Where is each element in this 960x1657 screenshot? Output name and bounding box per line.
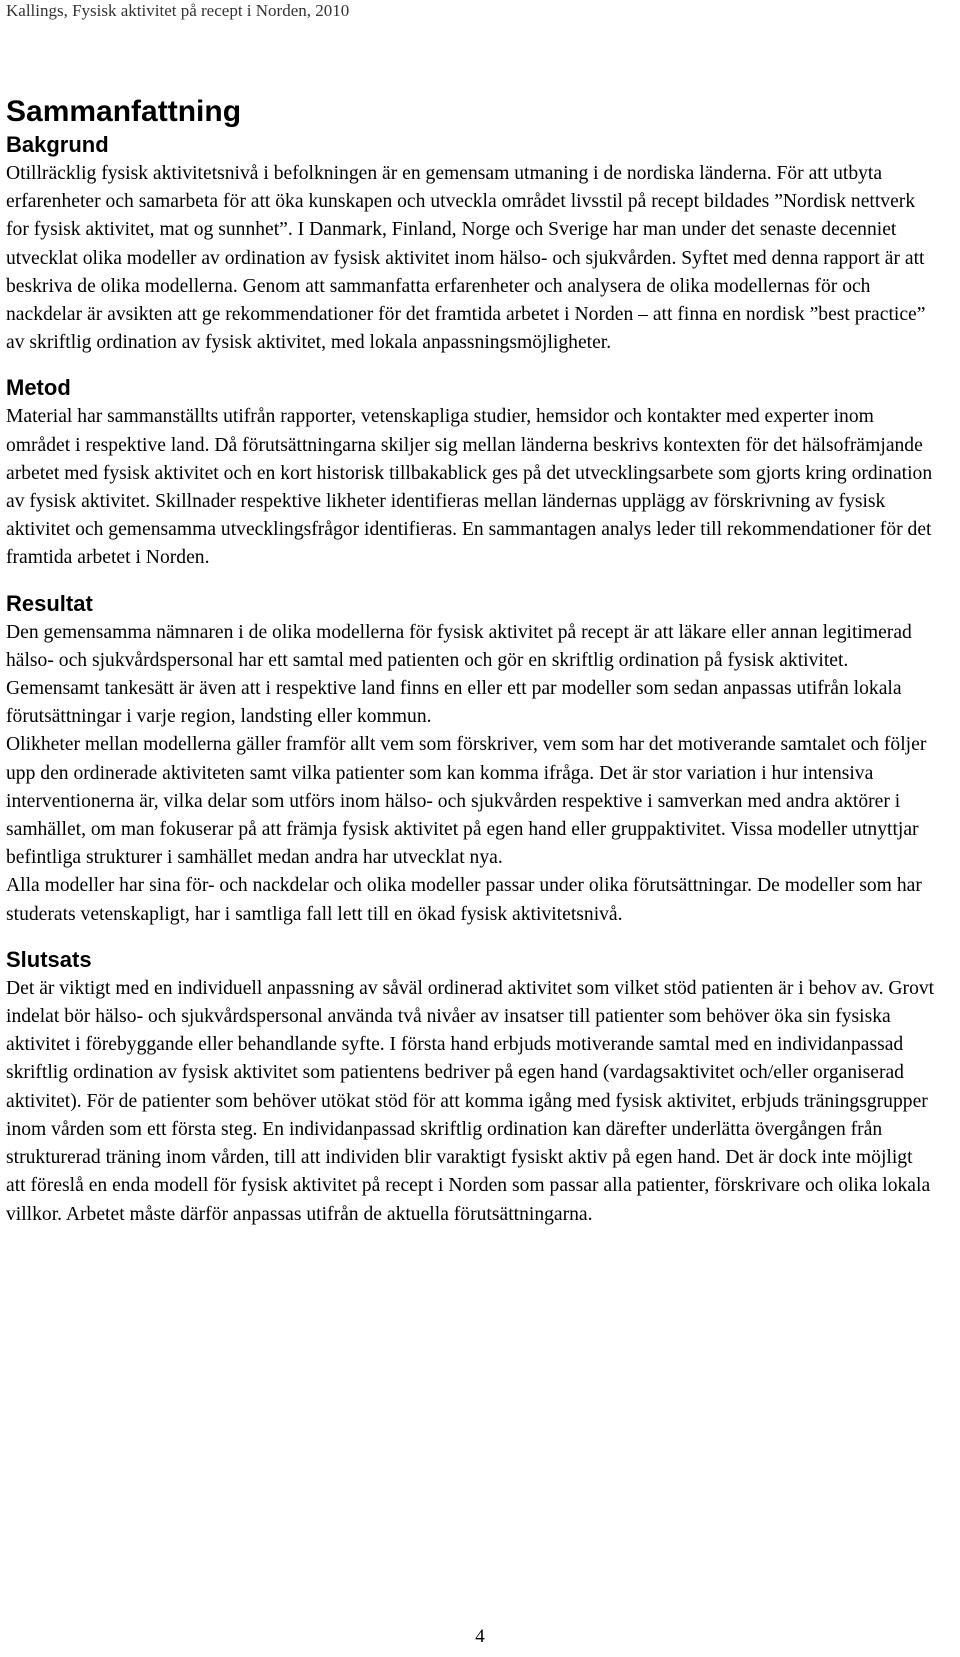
section-heading-bakgrund: Bakgrund [6, 132, 109, 157]
paragraph-slutsats-1: Det är viktigt med en individuell anpassning av såväl ordinerad aktivitet som vilket stöd patienten är i behov av. Grovt indelat bör hälso- och sjukvårdspersonal använda två nivåer av insatser till patienter som behöver öka sin fysiska aktivitet i förebyggande eller behandlande syfte. I första hand erbjuds motiverande samtal med en individanpassad skriftlig ordination av fysisk aktivitet som patientens bedriver på egen hand (vardagsaktivitet och/eller organiserad aktivitet). För de patienter som behöver utökat stöd för att komma igång med fysisk aktivitet, erbjuds träningsgrupper inom vården som ett första steg. En individanpassad skriftlig ordination kan därefter underlätta övergången från strukturerad träning inom vården, till att individen blir varaktigt fysiskt aktiv på egen hand. Det är dock inte möjligt att föreslå en enda modell för fysisk aktivitet på recept i Norden som passar alla patienter, förskrivare och olika lokala villkor. Arbetet måste därför anpassas utifrån de aktuella förutsättningarna. [6, 977, 935, 1225]
section-heading-metod: Metod [6, 375, 71, 401]
running-header: Kallings, Fysisk aktivitet på recept i Norden, 2010 [6, 1, 350, 20]
paragraph-resultat-3: Alla modeller har sina för- och nackdelar och olika modeller passar under olika förutsättningar. De modeller som har studerats vetenskapligt, har i samtliga fall lett till en ökad fysisk aktivitetsnivå. [6, 875, 922, 925]
section-metod [6, 373, 936, 572]
document-title: Sammanfattning [6, 95, 242, 128]
section-slutsats [6, 945, 936, 1229]
section-heading-slutsats: Slutsats [6, 946, 92, 972]
paragraph-metod-1: Material har sammanställts utifrån rapporter, vetenskapliga studier, hemsidor och kontakter med experter inom området i respektive land. Då förutsättningarna skiljer sig mellan länderna beskrivs kontexten för det hälsofrämjande arbetet med fysisk aktivitet och en kort historisk tillbakablick ges på det utvecklingsarbete som gjorts kring ordination av fysisk aktivitet. Skillnader respektive likheter identifieras mellan ländernas upplägg av förskrivning av fysisk aktivitet och gemensamma utvecklingsfrågor identifieras. En sammantagen analys leder till rekommendationer för det framtida arbetet i Norden. [6, 406, 933, 569]
document-body [6, 94, 936, 1229]
paragraph-resultat-2: Olikheter mellan modellerna gäller framför allt vem som förskriver, vem som har det motiverande samtalet och följer upp den ordinerade aktiviteten samt vilka patienter som kan komma ifråga. Det är stor variation i hur intensiva interventionerna är, vilka delar som utförs inom hälso- och sjukvården respektive i samverkan med andra aktörer i samhället, om man fokuserar på att främja fysisk aktivitet på egen hand eller gruppaktivitet. Vissa modeller utnyttjar befintliga strukturer i samhället medan andra har utvecklat nya. [6, 734, 927, 869]
paragraph-bakgrund-1: Otillräcklig fysisk aktivitetsnivå i befolkningen är en gemensam utmaning i de nordiska länderna. För att utbyta erfarenheter och samarbeta för att öka kunskapen och utveckla området livsstil på recept bildades ”Nordisk nettverk for fysisk aktivitet, mat og sunnhet”. I Danmark, Finland, Norge och Sverige har man under det senaste decenniet utvecklat olika modeller av ordination av fysisk aktivitet inom hälso- och sjukvården. Syftet med denna rapport är att beskriva de olika modellerna. Genom att sammanfatta erfarenheter och analysera de olika modellernas för och nackdelar är avsikten att ge rekommendationer för det framtida arbetet i Norden – att finna en nordisk ”best practice” av skriftlig ordination av fysisk aktivitet, med lokala anpassningsmöjligheter. [6, 163, 926, 354]
section-heading-resultat: Resultat [6, 590, 93, 616]
section-bakgrund [6, 130, 936, 357]
section-resultat [6, 589, 936, 929]
paragraph-resultat-1: Den gemensamma nämnaren i de olika modellerna för fysisk aktivitet på recept är att läkare eller annan legitimerad hälso- och sjukvårdspersonal har ett samtal med patienten och gör en skriftlig ordination på fysisk aktivitet. Gemensamt tankesätt är även att i respektive land finns en eller ett par modeller som sedan anpassas utifrån lokala förutsättningar i varje region, landsting eller kommun. [6, 621, 912, 728]
page-number: 4 [475, 1626, 485, 1647]
